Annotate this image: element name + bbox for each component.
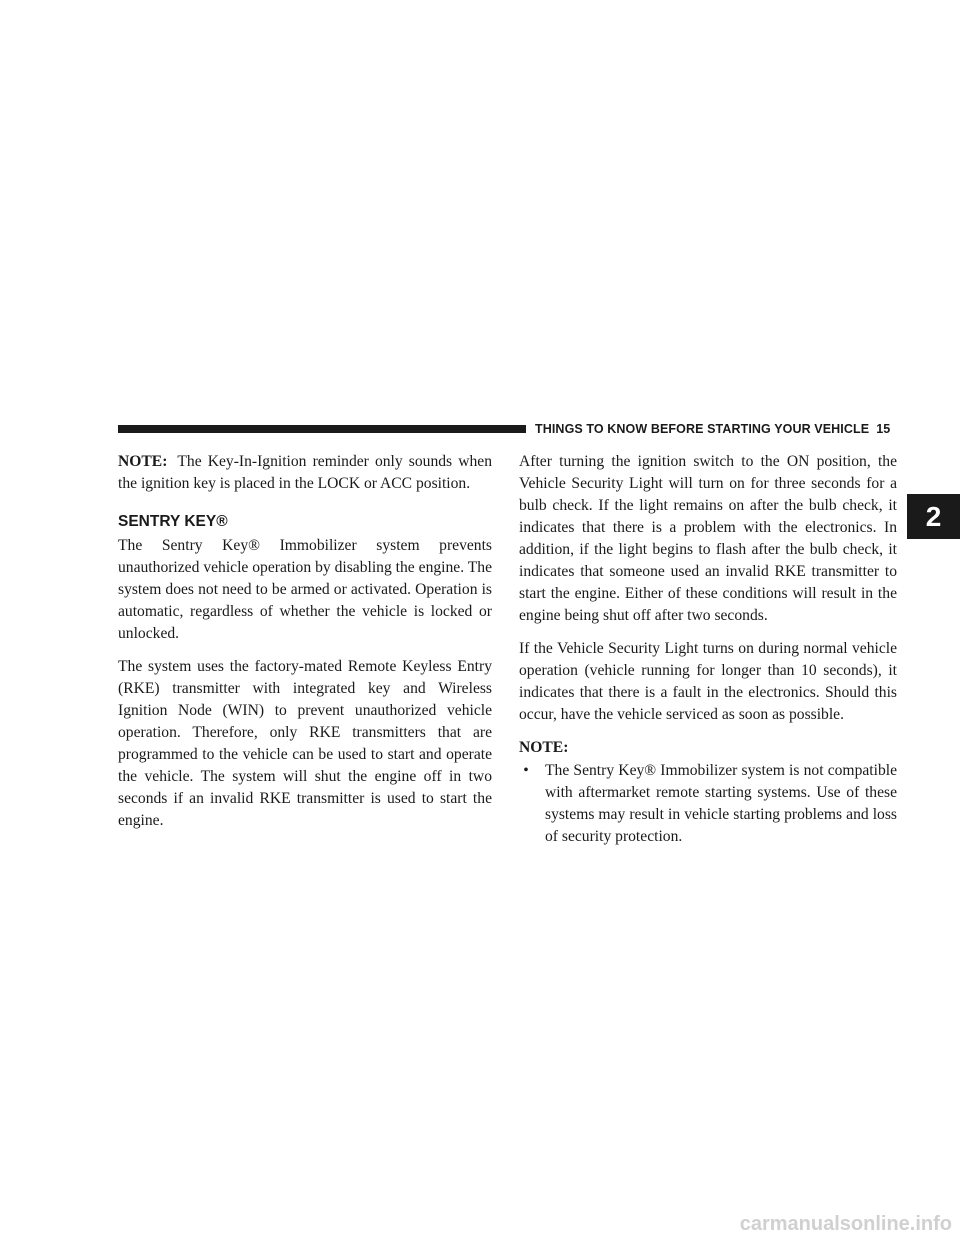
watermark: carmanualsonline.info (739, 1213, 952, 1235)
note-label: NOTE: (118, 453, 168, 470)
bullet-icon: • (523, 762, 529, 779)
running-header (535, 422, 910, 436)
note-heading: NOTE: (519, 739, 569, 756)
paragraph: The system uses the factory-mated Remote Keyless Entry (RKE) transmitter with integrated key and Wireless Ignition Node (WIN) to prevent unauthorized vehicle operation. Therefore, only RKE transmitters that are programmed to the vehicle can be used to start and operate the vehicle. The system will shut the engine off in two seconds if an invalid RKE transmitter is used to start the engine. (118, 658, 492, 829)
note-text: The Key-In-Ignition reminder only sounds when the ignition key is placed in the LOCK or ACC position. (118, 453, 492, 492)
header-rule (118, 425, 526, 433)
page-number: 15 (876, 422, 891, 436)
paragraph: After turning the ignition switch to the ON position, the Vehicle Security Light will turn on for three seconds for a bulb check. If the light remains on after the bulb check, it indicates that there is a problem with the electronics. In addition, if the light begins to flash after the bulb check, it indicates that someone used an invalid RKE transmitter to start the engine. Either of these conditions will result in the engine being shut off after two seconds. (519, 453, 897, 624)
note-paragraph (118, 451, 492, 495)
chapter-tab[interactable]: 2 (907, 494, 960, 539)
left-column (118, 451, 492, 843)
bullet-item (519, 760, 897, 848)
bullet-text: The Sentry Key® Immobilizer system is not compatible with aftermarket remote starting systems. Use of these systems may result in vehicle starting problems and loss of security protection. (545, 762, 897, 845)
right-column (519, 451, 897, 859)
paragraph: If the Vehicle Security Light turns on during normal vehicle operation (vehicle running for longer than 10 seconds), it indicates that there is a fault in the electronics. Should this occur, have the vehicle serviced as soon as possible. (519, 640, 897, 723)
section-heading: SENTRY KEY® (118, 513, 228, 530)
header-title: THINGS TO KNOW BEFORE STARTING YOUR VEHICLE (535, 422, 870, 436)
paragraph: The Sentry Key® Immobilizer system prevents unauthorized vehicle operation by disabling the engine. The system does not need to be armed or activated. Operation is automatic, regardless of whether the vehicle is locked or unlocked. (118, 537, 492, 642)
